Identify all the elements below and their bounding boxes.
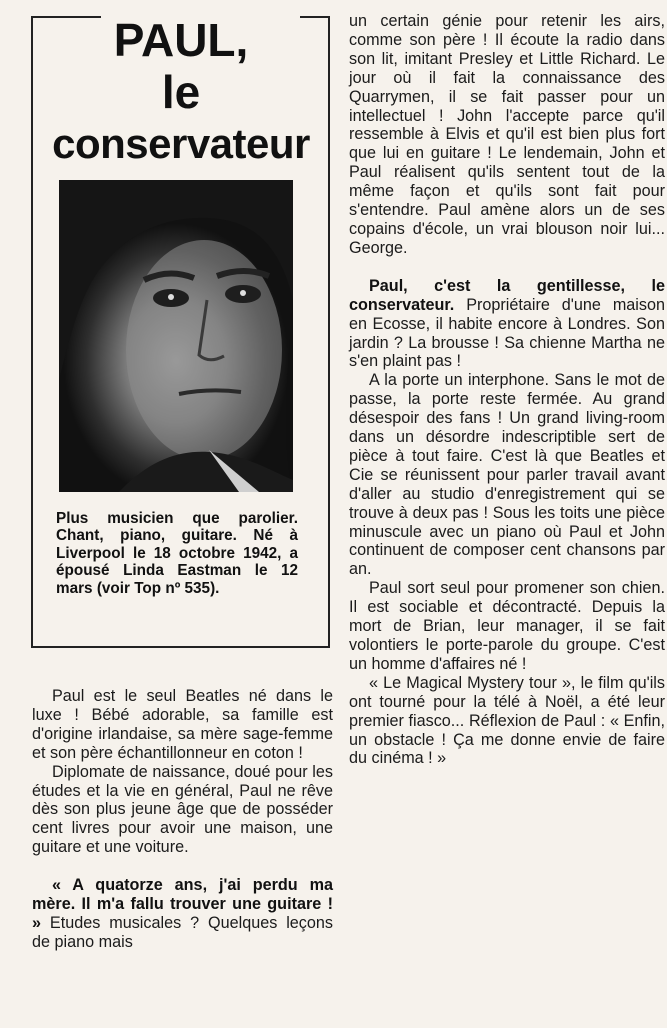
- portrait-photo: [59, 180, 293, 492]
- paragraph: Diplomate de naissance, doué pour les études et la vie en général, Paul ne rêve dès son plus jeune âge que de posséder cent livres pour avoir une maison, une guitare et une voiture.: [32, 762, 333, 857]
- paragraph: [32, 876, 333, 952]
- title-line-3: conservateur: [52, 120, 310, 167]
- paragraph: A la porte un interphone. Sans le mot de passe, la porte reste fermée. Au grand désespoir des fans ! Un grand living-room dans un désordre indescriptible sert de pièce à tout faire. C'est là que Beatles et Cie se réunissent pour parler travail avant d'aller au studio d'enregistrement qui se trouve à deux pas ! Sous les toits une pièce minuscule avec un piano où Paul et John continuent de composer cent chansons par an.: [349, 371, 665, 579]
- left-column: [32, 687, 333, 952]
- photo-caption: Plus musicien que parolier. Chant, piano, guitare. Né à Liverpool le 18 octobre 1942, a épousé Linda Eastman le 12 mars (voir Top nº 535).: [56, 510, 298, 597]
- paragraph-text: Etudes musicales ? Quelques leçons de piano mais: [32, 913, 333, 951]
- paragraph: [349, 277, 665, 372]
- portrait-illustration: [59, 180, 293, 492]
- title-line-2: le: [161, 66, 201, 118]
- paragraph-text: Propriétaire d'une maison en Ecosse, il habite encore à Londres. Son jardin ? La brousse ! Sa chienne Martha ne s'en plaint pas !: [349, 295, 665, 371]
- bold-lead: Paul, c'est la gentillesse, le conservateur.: [349, 276, 665, 314]
- paragraph: Paul est le seul Beatles né dans le luxe ! Bébé adorable, sa famille est d'origine irlandaise, sa mère sage-femme et son père échantillonneur en coton !: [32, 687, 333, 762]
- paragraph: un certain génie pour retenir les airs, comme son père ! Il écoute la radio dans son lit, imitant Presley et Little Richard. Le jour où il fait la connaissance des Quarrymen, il se fait passer pour un intellectuel ! John l'accepte parce qu'il ressemble à Elvis et qu'il est bien plus fort que lui en guitare ! Le lendemain, John et Paul réalisent qu'ils sentent tout de la même façon et qu'ils sont fait pour s'entendre. Paul amène alors un de ses copains d'école, un vrai blouson noir lui... George.: [349, 12, 665, 257]
- title-line-1: PAUL,: [113, 14, 249, 66]
- article-title: [22, 14, 340, 170]
- bold-quote: « A quatorze ans, j'ai perdu ma mère. Il m'a fallu trouver une guitare ! »: [32, 876, 333, 932]
- paragraph: Paul sort seul pour promener son chien. Il est sociable et décontracté. Depuis la mort de Brian, leur manager, il se fait volontiers le porte-parole du groupe. C'est un homme d'affaires né !: [349, 579, 665, 673]
- right-column: [349, 12, 665, 768]
- paragraph: « Le Magical Mystery tour », le film qu'ils ont tourné pour la télé à Noël, a été leur premier fiasco... Réflexion de Paul : « Enfin, un obstacle ! Ça me donne envie de faire du cinéma ! »: [349, 673, 665, 768]
